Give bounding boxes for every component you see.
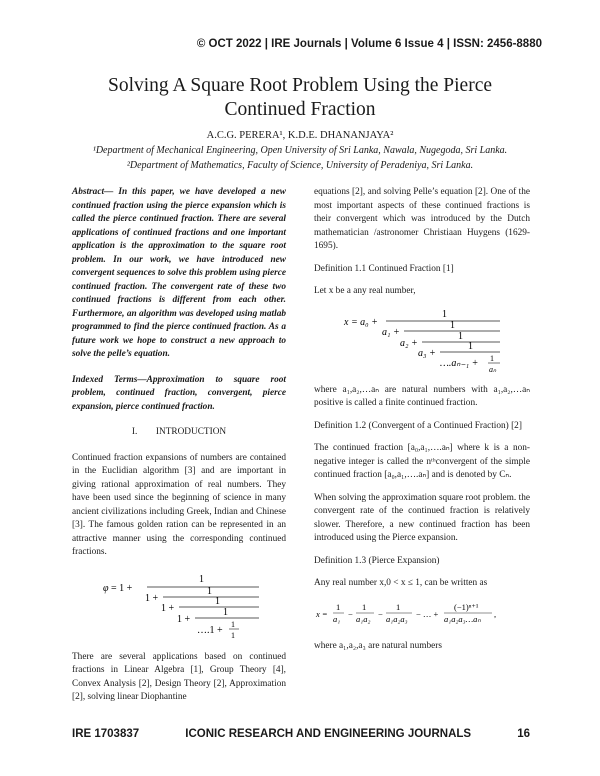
svg-text:1: 1 [336,601,341,612]
definition-1-3-heading: Definition 1.3 (Pierce Expansion) [314,555,440,566]
svg-text:1: 1 [231,630,235,640]
right-paragraph-1: equations [2], and solving Pelle’s equation [2]. One of the most important aspects of these continued fractions is their convergent which was introduced by the Dutch mathematician /astronomer Christiaan Huygens (1629-1695). [314,187,530,251]
section-heading-introduction: I. INTRODUCTION [131,427,227,437]
svg-text:1: 1 [442,308,447,320]
continued-fraction-equation [314,308,530,374]
svg-text:1: 1 [468,340,473,352]
left-column [72,186,286,714]
page-footer [72,728,530,740]
footer-paper-id: IRE 1703837 [72,728,140,740]
authors: A.C.G. PERERA¹, K.D.E. DHANANJAYA² [206,130,394,141]
definition-1-1-where: where a₁,a₂,…aₙ are natural numbers with a₁,a₂,…aₙ positive is called a finite continued fraction. [314,384,530,408]
svg-text:,: , [494,608,497,619]
svg-text:1: 1 [450,319,455,331]
definition-1-3-where: where a₁,a₂,a₃ are natural numbers [314,640,442,651]
svg-text:a₁ +: a₁ + [382,326,400,338]
affiliation-1: ¹Department of Mechanical Engineering, Open University of Sri Lanka, Nawala, Nugegoda, Sri Lanka. [92,145,508,156]
svg-text:a₃ +: a₃ + [418,347,436,359]
svg-text:a₁a₂: a₁a₂ [356,613,371,624]
svg-text:a₁: a₁ [333,613,341,624]
svg-text:a₂ +: a₂ + [400,337,418,349]
golden-ratio-equation [72,569,286,641]
intro-paragraph-2: There are several applications based on continued fractions in Linear Algebra [1], Group Theory [4], Convex Analysis [2], Design Theory [2], Approximation [2], solving linear Diophantine [72,651,286,702]
title-line-2: Continued Fraction [224,99,376,120]
pierce-expansion-equation [314,600,530,630]
svg-text:1: 1 [207,585,212,597]
svg-text:….1 +: ….1 + [197,624,223,636]
svg-text:….aₙ₋₁ +: ….aₙ₋₁ + [440,357,479,369]
svg-text:x = a₀ +: x = a₀ + [344,316,378,328]
index-terms: Indexed Terms—Approximation to square root problem, continued fraction, convergent, pierce expansion, pierce continued fraction. [72,374,286,412]
footer-journal-name: ICONIC RESEARCH AND ENGINEERING JOURNALS [185,728,472,740]
definition-1-3-text: Any real number x,0 < x ≤ 1, can be written as [314,578,488,588]
svg-text:−: − [378,608,383,619]
footer-page-number: 16 [517,728,530,740]
svg-text:1: 1 [231,619,235,629]
svg-text:−: − [348,608,353,619]
svg-text:1: 1 [223,606,228,618]
journal-header: © OCT 2022 | IRE Journals | Volume 6 Issue 4 | ISSN: 2456-8880 [196,38,542,50]
svg-text:φ = 1 +: φ = 1 + [103,582,133,594]
affiliation-2: ²Department of Mathematics, Faculty of Science, University of Peradeniya, Sri Lanka. [126,160,474,171]
svg-text:1 +: 1 + [161,602,175,614]
svg-text:1: 1 [362,601,367,612]
svg-text:a₁a₂a₃…aₙ: a₁a₂a₃…aₙ [444,613,481,624]
abstract: Abstract— In this paper, we have developed a new continued fraction using the pierce expansion which is called the pierce continued fraction. There are several applications of continued fractions and one important application is the approximation to the square root problem. In our work, we have introduced new convergent sequences to solve this problem using pierce continued fraction. The convergent rate of these two continued fractions is different from each other. Furthermore, an algorithm was developed using matlab programmed to find the pierce continued fraction. As a future work we hope to construct a new approach to solve the pelle’s equation. [72,187,286,359]
definition-1-2-text: The continued fraction [a₀,a₁,….aₙ] where k is a non-negative integer is called the nᵗʰconvergent of the simple continued fraction [a₀,a₁,….aₙ] and is denoted by Cₙ. [314,443,530,480]
intro-paragraph-1: Continued fraction expansions of numbers are contained in the Euclidian algorithm [3] and are important in giving rational approximation of real numbers. They have been used since the beginning of science in many ancient civilizations including Greek, Indian and Chinese [3]. The famous golden ration can be represented in an attractive manner using the corresponding continued fractions. [72,452,286,557]
svg-text:1: 1 [215,595,220,607]
definition-1-1-text: Let x be a any real number, [314,286,416,296]
svg-text:1: 1 [396,601,401,612]
title-line-1: Solving A Square Root Problem Using the Pierce [107,75,493,96]
svg-text:1 +: 1 + [177,613,191,625]
svg-text:− … +: − … + [416,608,439,619]
svg-text:aₙ: aₙ [489,364,497,374]
svg-text:(−1)ⁿ⁺¹: (−1)ⁿ⁺¹ [454,601,479,612]
svg-text:a₁a₂a₃: a₁a₂a₃ [386,613,408,624]
definition-1-1-heading: Definition 1.1 Continued Fraction [1] [314,263,454,274]
svg-text:x =: x = [316,608,328,619]
right-column [314,186,530,662]
definition-1-2-heading: Definition 1.2 (Convergent of a Continued Fraction) [2] [314,420,522,431]
right-paragraph-2: When solving the approximation square root problem. the convergent rate of the continued fraction is relatively slower. Therefore, a new continued fraction has been introduced using the Pierce expansion. [314,492,530,543]
svg-text:1 +: 1 + [145,592,159,604]
svg-text:1: 1 [199,573,204,585]
paper-title [0,74,600,122]
svg-text:1: 1 [490,353,494,363]
svg-text:1: 1 [458,330,463,342]
